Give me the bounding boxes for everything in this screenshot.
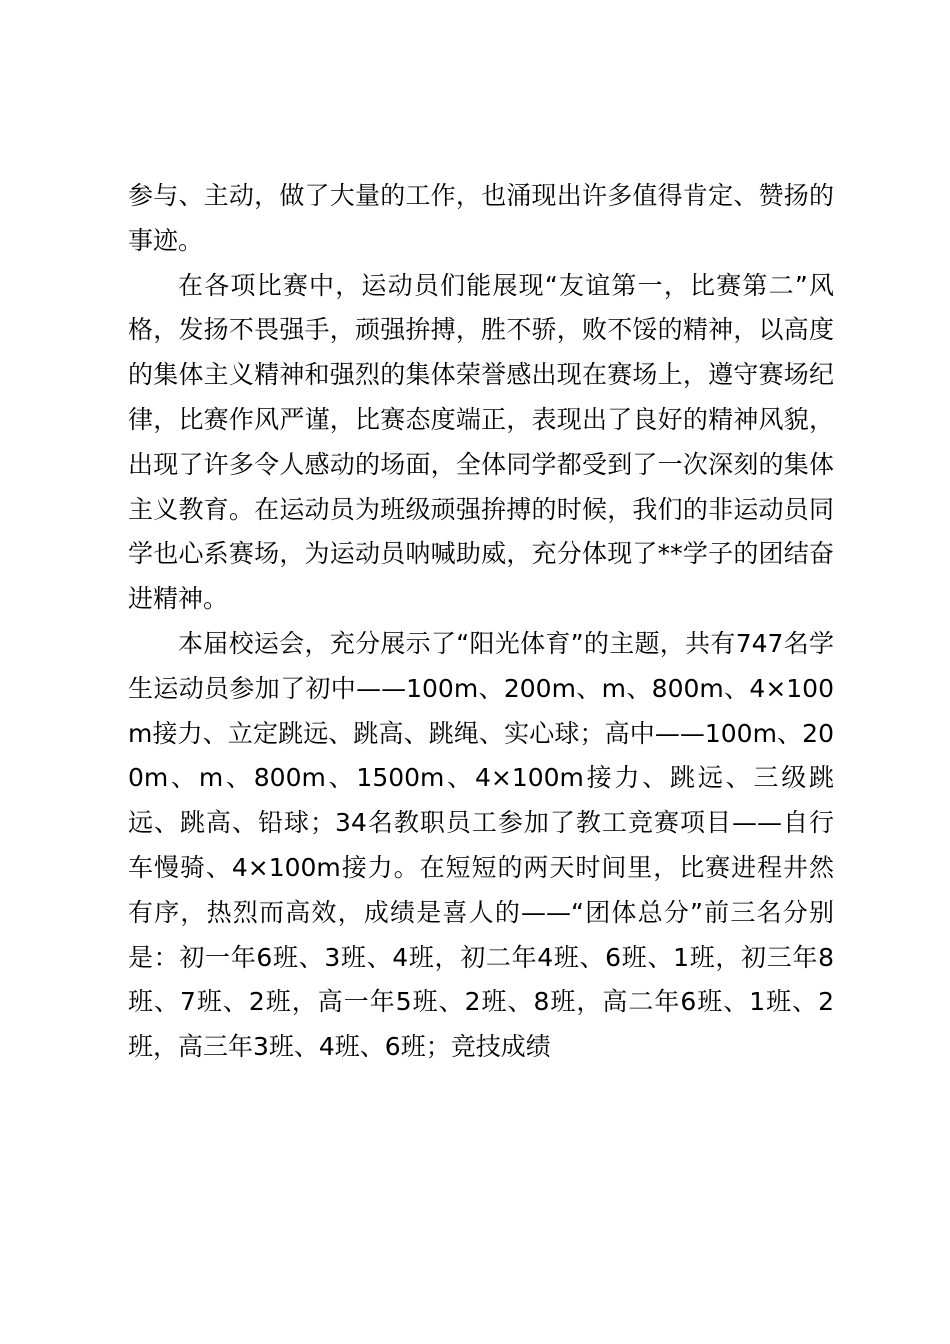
paragraph-1: 参与、主动，做了大量的工作，也涌现出许多值得肯定、赞扬的事迹。 [128,181,834,255]
paragraph-3: 本届校运会，充分展示了“阳光体育”的主题，共有747名学生运动员参加了初中——100m、200m、m、800m、4×100m接力、立定跳远、跳高、跳绳、实心球；高中——100m、200m、m、800m、1500m、4×100m接力、跳远、三级跳远、跳高、铅球；34名教职员工参加了教工竞赛项目——自行车慢骑、4×100m接力。在短短的两天时间里，比赛进程井然有序，热烈而高效，成绩是喜人的——“团体总分”前三名分别是：初一年6班、3班、4班，初二年4班、6班、1班，初三年8班、7班、2班，高一年5班、2班、8班，高二年6班、1班、2班，高三年3班、4班、6班；竞技成绩 [128,628,834,1062]
paragraph-2: 在各项比赛中，运动员们能展现“友谊第一，比赛第二”风格，发扬不畏强手，顽强拚搏，胜不骄，败不馁的精神，以高度的集体主义精神和强烈的集体荣誉感出现在赛场上，遵守赛场纪律，比赛作风严谨，比赛态度端正，表现出了良好的精神风貌，出现了许多令人感动的场面，全体同学都受到了一次深刻的集体主义教育。在运动员为班级顽强拚搏的时候，我们的非运动员同学也心系赛场，为运动员呐喊助威，充分体现了**学子的团结奋进精神。 [128,270,834,614]
document-body [128,174,834,1070]
